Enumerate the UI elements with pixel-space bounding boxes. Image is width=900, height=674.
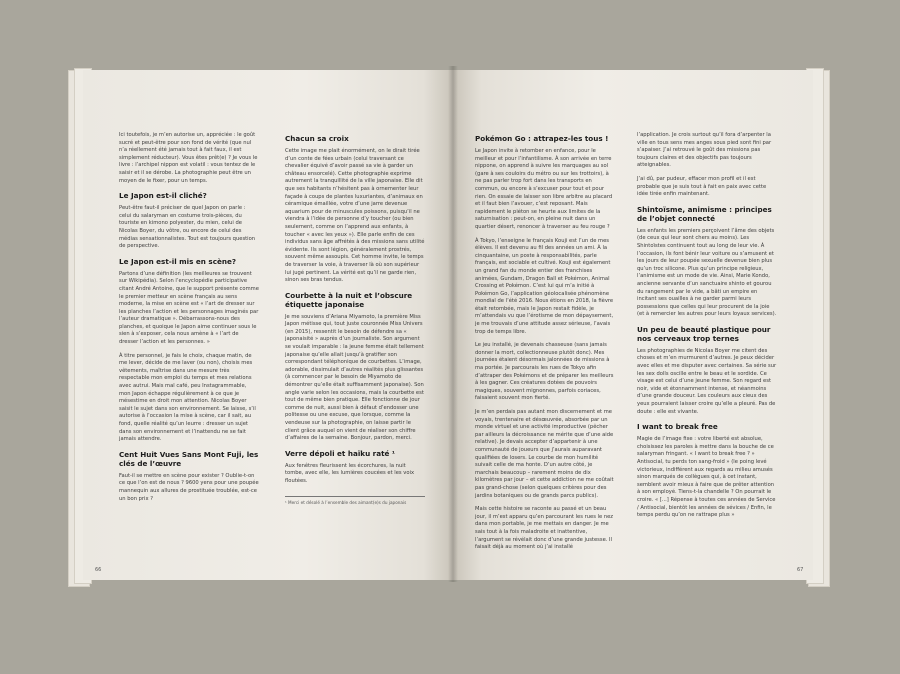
paragraph: Je m’en perdais pas autant mon discernement et me voyais, trentenaire et désœuvrée, absorbée par un monde virtuel et une activité improductive (pêcher par ailleurs la décroissance ne mérite que d’une aide relative). Je devais accepter d’appartenir à une communauté de joueurs que j’aurais auparavant qualifiées de losers. Le courbe de mon humilité suivait celle de ma honte. D’un autre côté, je marchais beaucoup – rarement moins de dix kilomètres par jour – et cette addiction ne me coûtait pas grand-chose (selon quelques critères pour des jardins botaniques ou de grands parcs publics). (475, 409, 614, 499)
paragraph: Le jeu installé, je devenais chasseuse (sans jamais donner la mort, collectionneuse plutôt donc). Mes journées étaient désormais jalonnées de missions à ma portée. Je parcourais les rues de Tokyo afin d’attraper des Pokémons et de préparer les meilleurs à les gagner. Ces créatures dotées de pouvoirs magiques, souvent mignonnes, parfois coriaces, faisaient souvent mon fierté. (475, 342, 614, 402)
paragraph: Les photographies de Nicolas Boyer me citent des choses et m’en murmurent d’autres. Je peux décider avec elles et me disputer avec certaines. Sa série sur les sex dolls oscille entre le beau et le sordide. Ce visage est celui d’une jeune femme. Son regard est noir, vide et étonnamment intense, et néanmoins d’une grande douceur. Les couleurs aux cieux des yeux pourraient laisser croire qu’elle a pleuré. Pas de doute : elle est vivante. (637, 347, 777, 415)
right-page-column-2 (637, 132, 777, 526)
paragraph: Partons d’une définition (les meilleures se trouvent sur Wikipédia). Selon l’encyclopédie participative citant André Antoine, que le support présente comme le premier metteur en scène français au sens moderne, la mise en scène est « l’art de dresser sur les planches l’action et les personnages imaginés par l’auteur dramatique ». Débarrassons-nous des planches, et quoique le Japon aime continuer sous le sien à s’exposer, cela nous amène à « l’art de dresser l’action et les personnes. » (119, 270, 259, 346)
left-intro-paragraph: Ici toutefois, je m’en autorise un, appréciée : le goût sucré et peut-être pour son fond de vérité (que nul n’a réellement été jamais tout à fait faux, il est simplement réducteur). Vous êtes prêt(e) ? Je vous le livre : l’archipel nippon est volatil : vous tentez de le saisir et il se dérobe. La photographie peut être un moyen de le fixer, pour un temps. (119, 132, 258, 184)
heading-cent-huit-vues: Cent Huit Vues Sans Mont Fuji, les clés de l’œuvre (119, 449, 259, 468)
paragraph: Je me souviens d’Ariana Miyamoto, la première Miss Japon métisse qui, tout juste couronnée Miss Univers (en 2015), ressentit le besoin de défendre sa « japonaisité » auprès d’un journaliste. Son argument se voulait imparable : la jeune femme était tellement japonaise qu’elle allait jusqu’à gratifier son correspondant téléphonique de courbettes. L’image, adorable, dissimulait d’autres réalités plus glissantes (à commencer par le besoin de Miyamoto de démontrer qu’elle était suffisamment japonaise). Son angle varie selon les occasions, mais la courbette est tout de même bien pratique. Elle fonctionne de jour comme de nuit, aussi bien à défaut d’endosser une politesse ou une excuse, que lorsque, comme la vendeuse sur la photographie, on laisse partir le client grâce auquel on vient de réaliser son chiffre d’affaires de la semaine. Bonjour, pardon, merci. (285, 313, 424, 442)
book-gutter (448, 66, 458, 582)
paragraph: Cette image me plait énormément, on le dirait tirée d’un conte de fées urbain (celui traversant ce chevalier équivé d’avoir passé sa vie à garder un château ensorcelé). Cette photographie exprime autrement la tranquillité de la ville japonaise. Elle dit que ses habitants n’hésitent pas à ornementer leur façade à coups de plantes luxuriantes, d’animaux en céramique émaillée, votre d’une jarre devenue aquarium pour de minuscules poissons, puisqu’il ne viendra à l’idée de personne d’y toucher (ou bien seulement, comme on l’apprend aux enfants, à toucher « avec les yeux »). Elle parle enfin de ces individus sans âge affrétés à des missions sans utilité évidente. Ils sont légion, généralement prostrés, souvent même assoupis. Cet homme invite, le temps de traverser la voie, à traverser là où son supérieur lui jugé pertinent. La vérité est qu’il ne garde rien, sinon ses bras tendus. (285, 148, 425, 284)
left-page-column-2 (285, 130, 425, 512)
paragraph: J’ai dû, par pudeur, effacer mon profil et il est probable que je suis tout à fait en paix avec cette idée tirée enfin maintenant. (637, 175, 767, 198)
right-page (453, 70, 813, 580)
paragraph: À titre personnel, je fais le choix, chaque matin, de me lever, décide de me laver (ou non), choisis mes vêtements, maîtrise dans une mesure très respectable mon emploi du temps et mes relations avec autrui. Mais mal café, peu Instagrammable, mon Japon échappe régulièrement à ce que je mésestime en droit mon attention. Nicolas Boyer saisit le sujet dans son environnement. Se laisse, s’il autorise à l’occasion la mise à scène, car il sait, au fond, quelle réalité qu’un leurre : dresser un sujet dans son environnement et l’inattendu ne se fait jamais attendre. (119, 352, 256, 443)
paragraph: Mais cette histoire se raconte au passé et un beau jour, il m’est apparu qu’en parcourant les rues le nez dans mon portable, je me mettais en danger. Je me sais tout à la fois maladroite et inattentive, l’argument se révélait donc d’une grande justesse. Il faisait déjà au moment où j’ai installé (475, 506, 614, 551)
paragraph: Peut-être faut-il préciser de quel Japon on parle : celui du salaryman en costume trois-pièces, du touriste en kimono polyester, du mien, celui de Nicolas Boyer, du vôtre, ou encore de celui des médias sensationnalistes. Tout est toujours question de perspective. (119, 205, 256, 250)
footnote: ¹ Merci et désolé à l’ensemble des aimant(e)s du japonais (285, 496, 425, 506)
left-page-column-1 (119, 132, 259, 509)
paragraph: Les enfants les premiers perçoivent l’âme des objets (de ceux qui leur sont chers au moins). Les Shintoïstes continuent tout au long de leur vie. À l’occasion, ils font bénir leur voiture ou s’amusent et les jours de leur poupée sexuelle devenue bien plus qu’un troc silicone. Plus qu’un principe religieux, l’animisme est un mode de vie. Ainsi, Marie Kondo, ancienne servante d’un sanctuaire shinto et gourou du rangement par le vide, a bâti un empire en incitant ses ouailles à ne garder parmi leurs possessions que celles qui leur procurent de la joie (et à remercier les autres pour leurs loyaux services). (637, 227, 777, 318)
left-page (83, 70, 453, 580)
heading-i-want-to-break-free: I want to break free (637, 422, 718, 432)
page-number-right: 67 (797, 567, 804, 573)
paragraph: l’application. Je crois surtout qu’il fora d’arpenter la ville en tous sens mes anges sous pied sont fini par s’apaiser. J’ai retrouvé le goût des missions pas toujours claires et des objectifs pas toujours atteignables. (637, 132, 772, 169)
haiku: Aux fenêtres fleurissent les écorchures, la nuit tombe, avec elle, les lumières coucées et les voix floutées. (285, 462, 415, 484)
heading-beaute-plastique: Un peu de beauté plastique pour nos cerveaux trop ternes (637, 324, 771, 343)
page-number-left: 66 (95, 567, 102, 573)
heading-courbette: Courbette à la nuit et l’obscure étiquette japonaise (285, 290, 413, 309)
heading-shintoisme: Shintoïsme, animisme : principes de l’objet connecté (637, 204, 772, 223)
heading-pokemon-go: Pokémon Go : attrapez-les tous ! (475, 134, 609, 143)
right-page-column-1 (475, 130, 615, 558)
heading-verre-depoli: Verre dépoli et haïku raté ¹ (285, 448, 396, 458)
paragraph: Faut-il se mettre en scène pour exister ? Oublie-t-on ce que l’on est de nous ? 9600 yens pour une poupée mannequin aux allures de prostituée troublée, est-ce un bon prix ? (119, 472, 259, 502)
paragraph: À Tokyo, l’enseigne le français Kouji est l’un de mes élèves. Il est devenu au fil des années un ami. À la cinquantaine, un poste à responsabilités, parle français, est sociable et cultivé. Kouji est également un grand fan du monde entier des franchises animées, Gundam, Dragon Ball et Pokémon, Animal Crossing et Pokémon. C’est lui qui m’a initié à Pokémon Go, l’application géolocalisée phénomène mondial de l’été 2016. Nous étions en 2018, la fièvre était retombée, mais le Japon restait fidèle, je m’attendais vu que l’érotisme de mon dépaysement, je me trouvais d’une attitude assez sérieuse, l’avais trop de temps libre. (475, 237, 614, 335)
heading-japon-cliche: Le Japon est-il cliché? (119, 191, 207, 201)
heading-japon-mis-en-scene: Le Japon est-il mis en scène? (119, 256, 236, 266)
heading-chacun-sa-croix: Chacun sa croix (285, 134, 349, 143)
paragraph: Magie de l’image fixe : votre liberté est absolue, choisissez les paroles à mettre dans la bouche de ce salaryman fringant. « I want to break free ? » Antisocial, tu perds ton sang-froid » (le poing levé victorieux, indifférent aux regards au milieu amusés sinon marqués de collègues qui, à cet instant, semblent avoir mieux à faire que de prêter attention à son employé. Tiens-t-la chandelle ? On pourrait le croire. « [...] Répense à toutes ces années de Service / Antisocial, bientôt les années de sévices / Enfin, le temps perdu qu’on ne rattrape plus » (637, 436, 776, 519)
paragraph: Le Japon invite à retomber en enfance, pour le meilleur et pour l’infantilisme. À son arrivée en terre nippone, on apprend à suivre les marquages au sol (gare à ses couloirs du métro ou sur les trottoirs), à ne pas parler trop fort dans les transports en commun, ou encore à s’excuser pour tout et pour rien. On essaie de laisser son libre arbitre au placard et il faut bien l’avouer, c’est reposant. Mais rapidement le piéton se heurte aux limites de la saturnisation : peut-on, en pleine nuit dans un quartier désert, renoncer à traverser au feu rouge ? (475, 148, 613, 230)
